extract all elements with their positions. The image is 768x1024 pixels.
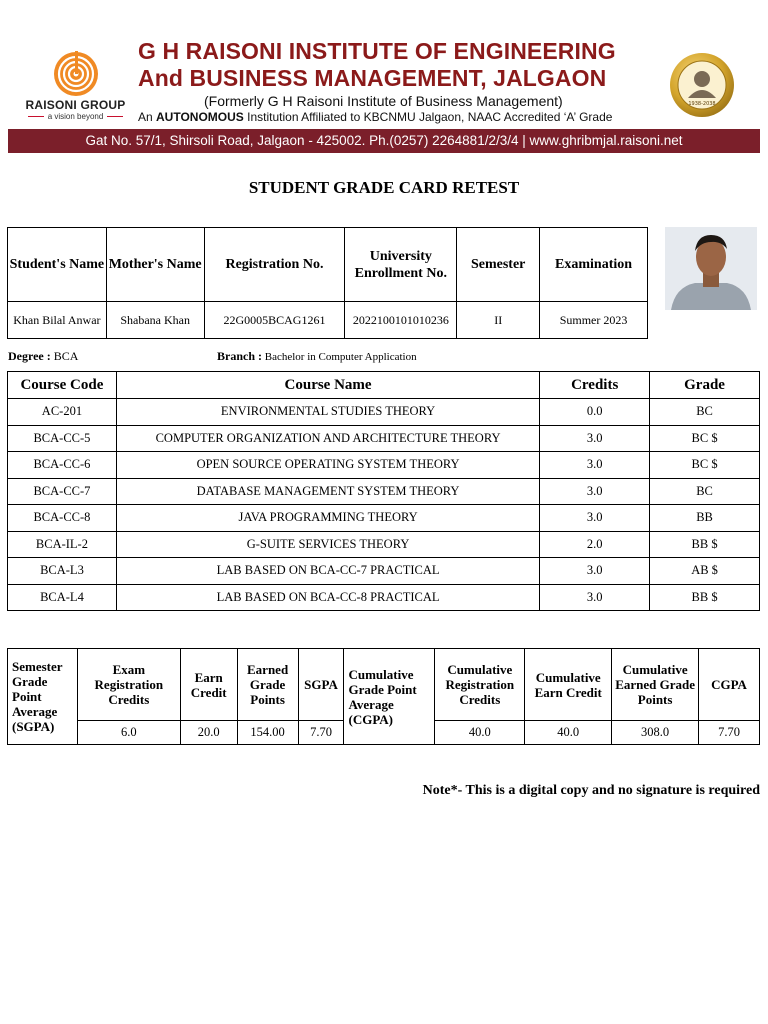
course-grade: AB $	[650, 558, 760, 585]
seal-years: 1938-2038	[688, 101, 716, 107]
course-grade: BB $	[650, 531, 760, 558]
address-bar: Gat No. 57/1, Shirsoli Road, Jalgaon - 425002. Ph.(0257) 2264881/2/3/4 | www.ghribmjal.raisoni.net	[8, 129, 760, 153]
table-row	[8, 478, 760, 505]
letterhead	[0, 0, 768, 160]
examination: Summer 2023	[540, 302, 648, 339]
course-grade: BB $	[650, 584, 760, 611]
credits-header: Credits	[540, 372, 650, 399]
course-credits: 2.0	[540, 531, 650, 558]
table-row	[8, 584, 760, 611]
grade-header: Grade	[650, 372, 760, 399]
cumulative-registration-credits: 40.0	[435, 721, 525, 745]
cumulative-earn-credit: 40.0	[525, 721, 612, 745]
exam-registration-credits: 6.0	[77, 721, 180, 745]
course-code: BCA-CC-7	[8, 478, 117, 505]
course-grade: BC	[650, 478, 760, 505]
cumulative-earn-credit-header: Cumulative Earn Credit	[525, 649, 612, 721]
student-name-header: Student's Name	[8, 228, 107, 302]
gpa-summary-table	[7, 648, 760, 745]
page-title: STUDENT GRADE CARD RETEST	[248, 178, 520, 197]
course-code: BCA-CC-8	[8, 505, 117, 532]
branch-line	[217, 349, 417, 364]
degree-value: BCA	[53, 349, 79, 363]
mother-name-header: Mother's Name	[106, 228, 204, 302]
course-credits: 3.0	[540, 425, 650, 452]
sgpa-header: SGPA	[298, 649, 344, 721]
spiral-logo-icon	[52, 50, 100, 98]
affiliation-prefix: An	[138, 110, 157, 124]
student-photo-icon	[665, 227, 757, 310]
course-grade: BC $	[650, 425, 760, 452]
semester-header: Semester	[457, 228, 540, 302]
centenary-seal-icon	[669, 52, 735, 118]
course-code: BCA-L4	[8, 584, 117, 611]
degree-line	[8, 349, 78, 364]
table-row	[8, 531, 760, 558]
affiliation-line	[138, 110, 612, 124]
student-name: Khan Bilal Anwar	[8, 302, 107, 339]
table-row	[8, 452, 760, 479]
course-code: BCA-CC-5	[8, 425, 117, 452]
table-row	[8, 425, 760, 452]
course-name: LAB BASED ON BCA-CC-7 PRACTICAL	[116, 558, 539, 585]
student-info-header-row	[8, 228, 648, 302]
branch-value: Bachelor in Computer Application	[264, 351, 417, 363]
earned-grade-points-header: Earned Grade Points	[237, 649, 298, 721]
earn-credit-header: Earn Credit	[180, 649, 237, 721]
course-name: OPEN SOURCE OPERATING SYSTEM THEORY	[116, 452, 539, 479]
course-credits: 3.0	[540, 584, 650, 611]
logo-tagline: a vision beyond	[18, 112, 133, 121]
raisoni-group-logo	[18, 50, 133, 122]
registration-no-header: Registration No.	[204, 228, 345, 302]
gpa-header-row	[8, 649, 760, 721]
semester: II	[457, 302, 540, 339]
affiliation-text: Institution Affiliated to KBCNMU Jalgaon, NAAC Accredited ‘A’ Grade	[243, 110, 613, 124]
course-header-row	[8, 372, 760, 399]
cgpa-value: 7.70	[699, 721, 760, 745]
course-credits: 3.0	[540, 452, 650, 479]
course-name: G-SUITE SERVICES THEORY	[116, 531, 539, 558]
course-name: ENVIRONMENTAL STUDIES THEORY	[116, 399, 539, 426]
course-table	[7, 371, 760, 611]
registration-no: 22G0005BCAG1261	[204, 302, 345, 339]
mother-name: Shabana Khan	[106, 302, 204, 339]
course-name: JAVA PROGRAMMING THEORY	[116, 505, 539, 532]
enrollment-no: 2022100101010236	[345, 302, 457, 339]
sgpa-value: 7.70	[298, 721, 344, 745]
cgpa-label: Cumulative Grade Point Average (CGPA)	[344, 649, 435, 745]
course-code: BCA-IL-2	[8, 531, 117, 558]
cumulative-registration-credits-header: Cumulative Registration Credits	[435, 649, 525, 721]
earned-grade-points: 154.00	[237, 721, 298, 745]
table-row	[8, 399, 760, 426]
course-grade: BB	[650, 505, 760, 532]
course-name: DATABASE MANAGEMENT SYSTEM THEORY	[116, 478, 539, 505]
cumulative-earned-grade-points: 308.0	[612, 721, 699, 745]
course-credits: 3.0	[540, 478, 650, 505]
earn-credit: 20.0	[180, 721, 237, 745]
branch-label: Branch :	[217, 349, 262, 363]
course-code: BCA-CC-6	[8, 452, 117, 479]
degree-label: Degree :	[8, 349, 51, 363]
enrollment-no-header: University Enrollment No.	[345, 228, 457, 302]
course-credits: 3.0	[540, 558, 650, 585]
exam-registration-credits-header: Exam Registration Credits	[77, 649, 180, 721]
course-code: AC-201	[8, 399, 117, 426]
course-name-header: Course Name	[116, 372, 539, 399]
cumulative-earned-grade-points-header: Cumulative Earned Grade Points	[612, 649, 699, 721]
course-grade: BC	[650, 399, 760, 426]
examination-header: Examination	[540, 228, 648, 302]
course-grade: BC $	[650, 452, 760, 479]
autonomous-label: AUTONOMOUS	[156, 110, 244, 124]
student-photo	[665, 227, 757, 310]
sgpa-label: Semester Grade Point Average (SGPA)	[8, 649, 78, 745]
course-credits: 0.0	[540, 399, 650, 426]
table-row	[8, 505, 760, 532]
institute-name-line-2: And BUSINESS MANAGEMENT, JALGAON	[138, 65, 607, 91]
course-credits: 3.0	[540, 505, 650, 532]
table-row	[8, 558, 760, 585]
institute-name-line-1: G H RAISONI INSTITUTE OF ENGINEERING	[138, 38, 616, 64]
cgpa-header: CGPA	[699, 649, 760, 721]
course-code: BCA-L3	[8, 558, 117, 585]
student-info-table	[7, 227, 648, 339]
course-name: COMPUTER ORGANIZATION AND ARCHITECTURE THEORY	[116, 425, 539, 452]
formerly-name: (Formerly G H Raisoni Institute of Business Management)	[204, 93, 563, 109]
student-info-row	[8, 302, 648, 339]
course-name: LAB BASED ON BCA-CC-8 PRACTICAL	[116, 584, 539, 611]
course-code-header: Course Code	[8, 372, 117, 399]
digital-copy-note: Note*- This is a digital copy and no signature is required	[422, 783, 760, 798]
logo-name: RAISONI GROUP	[25, 98, 126, 112]
